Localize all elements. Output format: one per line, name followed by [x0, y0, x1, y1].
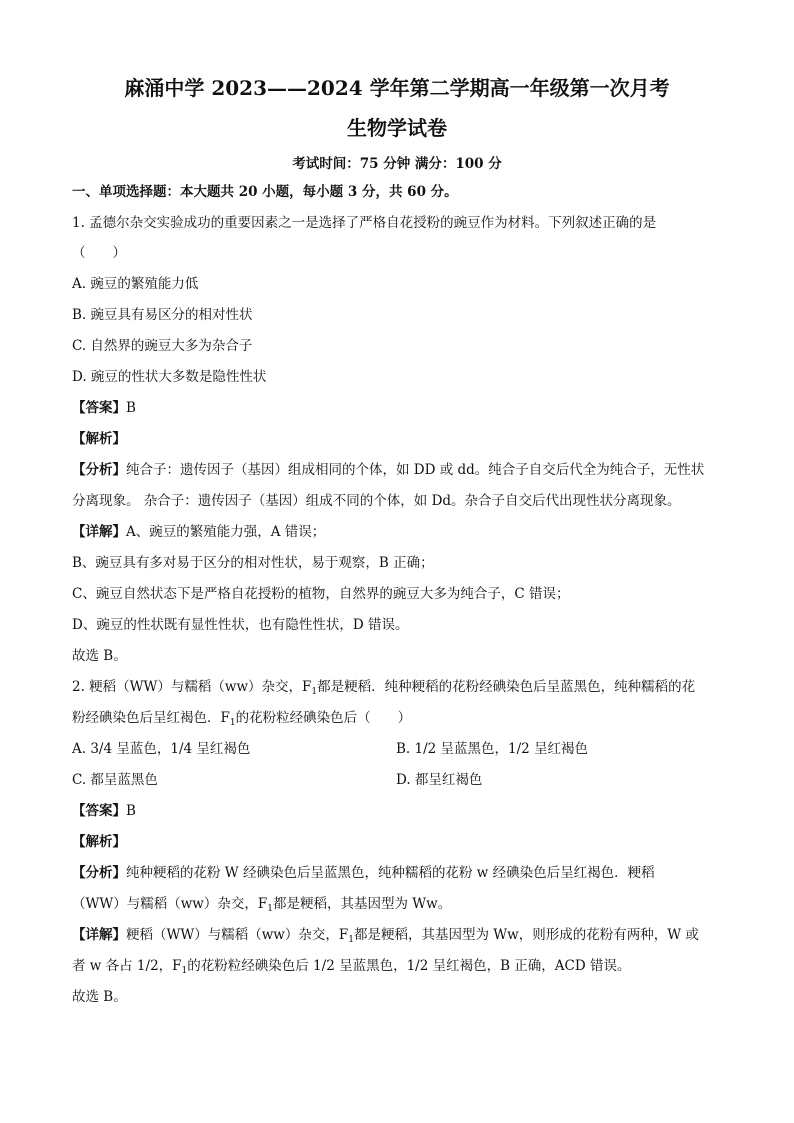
answer-label: 【答案】 — [72, 803, 126, 819]
q2-stem-line1 — [72, 678, 732, 696]
xiangjie-text: 的花粉粒经碘染色后 1/2 呈蓝黑色，1/2 呈红褐色，B 正确，ACD 错误。 — [187, 958, 631, 974]
answer-value: B — [126, 803, 136, 819]
q2-fenxi-line1 — [72, 864, 732, 882]
page-title: 麻涌中学 2023——2024 学年第二学期高一年级第一次月考 — [124, 76, 670, 100]
answer-value: B — [126, 400, 136, 416]
q1-xiangjie-line3: C、豌豆自然状态下是严格自花授粉的植物，自然界的豌豆大多为纯合子，C 错误； — [72, 586, 570, 602]
exam-info: 考试时间：75 分钟 满分：100 分 — [292, 156, 502, 172]
subscript: 1 — [229, 718, 236, 728]
subscript: 1 — [348, 935, 354, 945]
q2-xiangjie-line1 — [72, 926, 732, 944]
q2-stem-text: 2. 粳稻（WW）与糯稻（ww）杂交，F — [72, 679, 312, 695]
fenxi-label: 【分析】 — [72, 865, 126, 881]
xiangjie-label: 【详解】 — [72, 524, 126, 540]
q2-option-a: A. 3/4 呈蓝色，1/4 呈红褐色 — [72, 741, 251, 757]
fenxi-text: 纯合子：遗传因子（基因）组成相同的个体，如 DD 或 dd。纯合子自交后代全为纯合子，无性状 — [126, 462, 705, 478]
xiangjie-text: 都是粳稻，其基因型为 Ww，则形成的花粉有两种，W 或 — [353, 927, 699, 943]
q1-xiangjie-line2: B、豌豆具有多对易于区分的相对性状，易于观察，B 正确； — [72, 555, 434, 571]
q2-xiangjie-line2 — [72, 957, 732, 975]
fenxi-label: 【分析】 — [72, 462, 126, 478]
q1-answer — [72, 399, 732, 417]
q1-fenxi-line2: 分离现象。 杂合子：遗传因子（基因）组成不同的个体，如 Dd。杂合子自交后代出现性状分离现象。 — [72, 493, 681, 509]
subscript: 1 — [181, 966, 188, 976]
q1-option-c: C. 自然界的豌豆大多为杂合子 — [72, 338, 253, 354]
q2-stem-text: 粉经碘染色后呈红褐色．F — [72, 710, 230, 726]
q2-option-d: D. 都呈红褐色 — [396, 772, 483, 788]
xiangjie-text: 粳稻（WW）与糯稻（ww）杂交，F — [126, 927, 349, 943]
q1-xiangjie-line1 — [72, 523, 732, 541]
xiangjie-label: 【详解】 — [72, 927, 126, 943]
fenxi-text: 都是粳稻，其基因型为 Ww。 — [272, 896, 452, 912]
q1-option-a: A. 豌豆的繁殖能力低 — [72, 276, 199, 292]
q1-conclusion: 故选 B。 — [72, 648, 127, 664]
xiangjie-text: A、豌豆的繁殖能力强，A 错误； — [126, 524, 326, 540]
q1-stem-line1: 1. 孟德尔杂交实验成功的重要因素之一是选择了严格自花授粉的豌豆作为材料。下列叙述正确的是 — [72, 215, 657, 231]
q2-option-b: B. 1/2 呈蓝黑色，1/2 呈红褐色 — [396, 741, 589, 757]
q2-answer — [72, 802, 732, 820]
q2-stem-text: 的花粉粒经碘染色后（ ） — [235, 710, 412, 726]
q1-xiangjie-line4: D、豌豆的性状既有显性性状，也有隐性性状，D 错误。 — [72, 617, 409, 633]
q2-stem-line2 — [72, 709, 732, 727]
q1-stem-line2: （ ） — [72, 245, 126, 261]
xiangjie-text: 者 w 各占 1/2，F — [72, 958, 182, 974]
fenxi-text: （WW）与糯稻（ww）杂交，F — [72, 896, 268, 912]
q1-fenxi-line1 — [72, 461, 732, 479]
answer-label: 【答案】 — [72, 400, 126, 416]
section-heading: 一、单项选择题：本大题共 20 小题，每小题 3 分，共 60 分。 — [72, 184, 458, 200]
q2-option-c: C. 都呈蓝黑色 — [72, 772, 158, 788]
q2-fenxi-line2 — [72, 895, 732, 913]
q2-analysis-label: 【解析】 — [72, 834, 126, 850]
q2-conclusion: 故选 B。 — [72, 989, 127, 1005]
q1-option-b: B. 豌豆具有易区分的相对性状 — [72, 307, 253, 323]
subject-title: 生物学试卷 — [347, 116, 447, 140]
subscript: 1 — [311, 687, 318, 697]
subscript: 1 — [267, 904, 273, 914]
q1-option-d: D. 豌豆的性状大多数是隐性性状 — [72, 369, 267, 385]
fenxi-text: 纯种粳稻的花粉 W 经碘染色后呈蓝黑色，纯种糯稻的花粉 w 经碘染色后呈红褐色．粳稻 — [126, 865, 655, 881]
q1-analysis-label: 【解析】 — [72, 431, 126, 447]
q2-stem-text: 都是粳稻．纯种粳稻的花粉经碘染色后呈蓝黑色，纯种糯稻的花 — [317, 679, 696, 695]
